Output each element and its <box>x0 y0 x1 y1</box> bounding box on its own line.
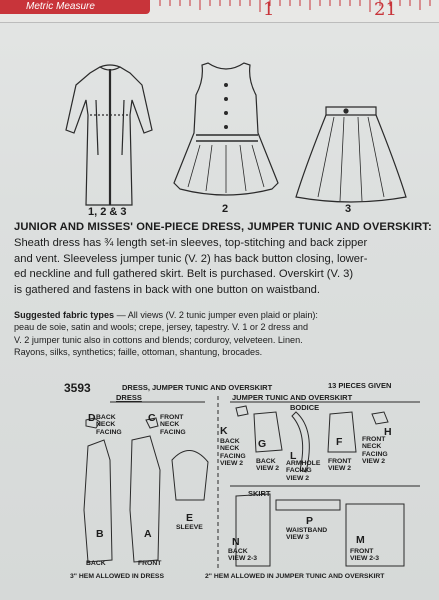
pattern-number: 3593 <box>64 381 91 395</box>
dress-section-title: DRESS <box>116 393 142 402</box>
piece-label-p: WAISTBAND VIEW 3 <box>286 527 328 542</box>
piece-label-d: BACK NECK FACING <box>96 414 122 436</box>
piece-label-a: FRONT <box>138 560 162 567</box>
pattern-description: Sheath dress has ¾ length set-in sleeves, top-stitching and back zipper and vent. Sleeveless jumper tunic (V. 2) has back button closing, lower- ed neckline and full gathered skirt. Belt is purchased. Overskirt (V. 3) is gathered and fastens in back with one button on waistband. <box>14 237 368 296</box>
piece-label-k: BACK NECK FACING VIEW 2 <box>220 438 246 468</box>
piece-letter-h: H <box>384 426 392 438</box>
piece-letter-f: F <box>336 436 343 448</box>
fabric-text: — All views (V. 2 tunic jumper even plaid or plain): peau de soie, satin and wools; crepe, jersey, tapestry. V. 1 or 2 dress and V. 2 jumper tunic also in cottons and blends; corduroy, velveteen. Linen. Rayons, silks, synthetics; faille, ottoman, shantung, brocades. <box>14 310 318 357</box>
hem-note-jumper: 2" HEM ALLOWED IN JUMPER TUNIC AND OVERSKIRT <box>205 573 385 580</box>
pattern-title: DRESS, JUMPER TUNIC AND OVERSKIRT <box>122 383 273 392</box>
piece-letter-p: P <box>306 515 314 527</box>
ruler-number: 1 <box>263 0 275 20</box>
jumper-section-title: JUMPER TUNIC AND OVERSKIRT <box>232 393 353 402</box>
fabric-title: Suggested fabric types <box>14 310 115 320</box>
piece-label-n: BACK VIEW 2-3 <box>228 548 258 563</box>
piece-label-m: FRONT VIEW 2-3 <box>350 548 380 563</box>
fabric-suggestions <box>14 309 429 358</box>
figure-label: 3 <box>345 203 352 215</box>
piece-letter-b: B <box>96 528 104 540</box>
piece-letter-d: D <box>88 412 96 424</box>
sheath-dress-drawing <box>66 65 152 205</box>
piece-label-b: BACK <box>86 560 106 567</box>
piece-label-f: FRONT VIEW 2 <box>328 458 352 473</box>
figure-label: 1, 2 & 3 <box>88 206 127 218</box>
piece-letter-e: E <box>186 512 194 524</box>
hem-note-dress: 3" HEM ALLOWED IN DRESS <box>70 573 164 580</box>
piece-letter-g: G <box>258 438 267 450</box>
pieces-given: 13 PIECES GIVEN <box>328 381 392 390</box>
piece-label-g: BACK VIEW 2 <box>256 458 280 473</box>
piece-letter-m: M <box>356 534 365 546</box>
ruler-tag <box>0 0 150 14</box>
piece-label-h: FRONT NECK FACING VIEW 2 <box>362 436 388 466</box>
ruler-tag-text: Metric Measure <box>26 1 95 12</box>
figure-label: 2 <box>222 203 229 215</box>
piece-label-l: ARMHOLE FACING VIEW 2 <box>286 460 321 482</box>
skirt-section-title: SKIRT <box>248 489 271 498</box>
overskirt-drawing <box>296 107 406 202</box>
piece-letter-k: K <box>220 425 228 437</box>
garment-illustrations <box>0 55 439 217</box>
piece-label-c: FRONT NECK FACING <box>160 414 186 436</box>
jumper-tunic-drawing <box>174 63 278 195</box>
pattern-heading: JUNIOR AND MISSES' ONE-PIECE DRESS, JUMPER TUNIC AND OVERSKIRT: <box>14 221 432 233</box>
measuring-tape <box>0 0 439 23</box>
ruler-number: 21 <box>374 0 397 20</box>
piece-letter-c: C <box>148 412 156 424</box>
piece-label-e: SLEEVE <box>176 524 203 531</box>
bodice-section-title: BODICE <box>290 403 320 412</box>
piece-letter-l: L <box>290 450 297 462</box>
piece-letter-n: N <box>232 536 240 548</box>
piece-letter-a: A <box>144 528 152 540</box>
